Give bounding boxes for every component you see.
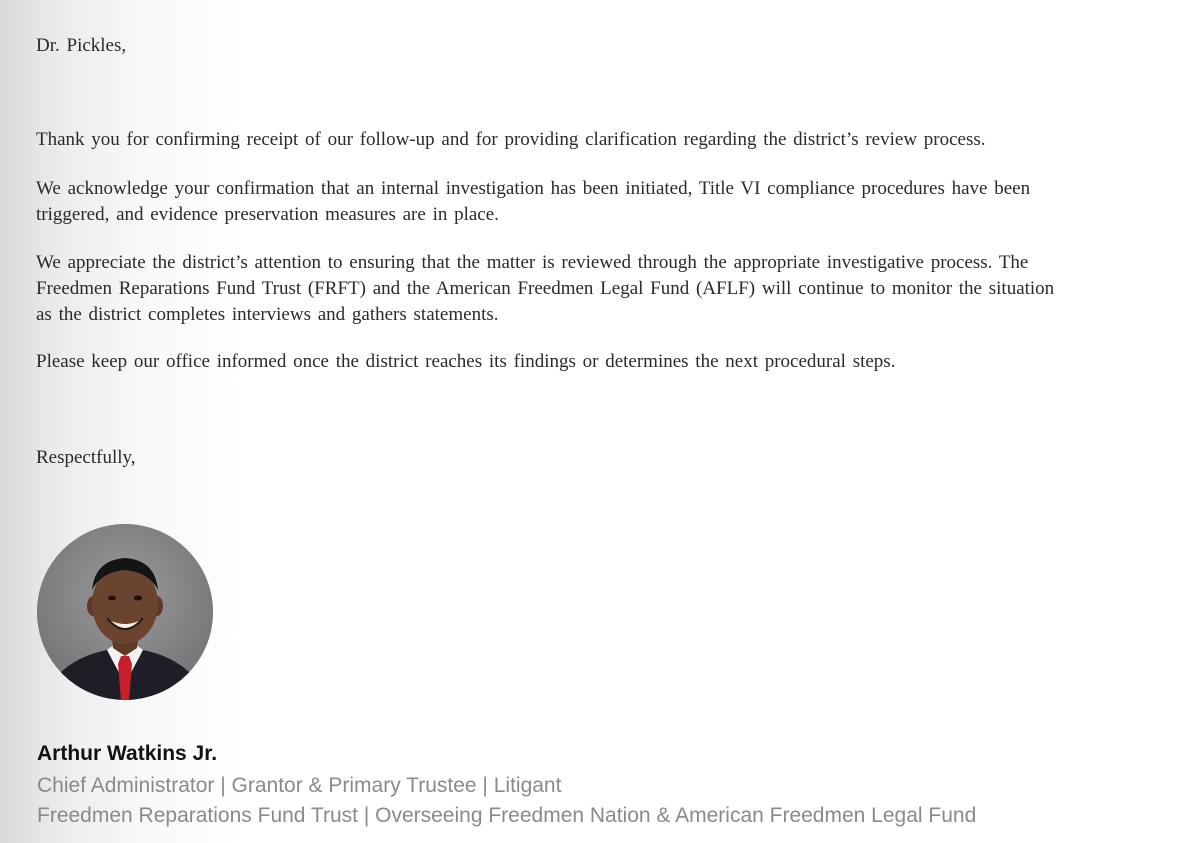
portrait-illustration	[37, 524, 213, 700]
paragraph-acknowledgement	[36, 176, 1030, 228]
signature-title: Chief Administrator | Grantor & Primary Trustee | Litigant	[37, 774, 562, 797]
greeting: Dr. Pickles,	[36, 35, 127, 56]
signature-name: Arthur Watkins Jr.	[37, 742, 218, 765]
paragraph-appreciation	[36, 250, 1054, 328]
paragraph-request	[36, 350, 895, 374]
paragraph-line: Thank you for confirming receipt of our follow-up and for providing clarification regarding the district’s review process.	[36, 129, 986, 150]
closing: Respectfully,	[36, 447, 136, 468]
paragraph-line: Please keep our office informed once the district reaches its findings or determines the next procedural steps.	[36, 351, 896, 372]
paragraph-line: Freedmen Reparations Fund Trust (FRFT) and the American Freedmen Legal Fund (AFLF) will continue to monitor the situation	[36, 278, 1055, 299]
paragraph-line: as the district completes interviews and gathers statements.	[36, 304, 499, 325]
avatar	[37, 524, 213, 700]
signature-organization: Freedmen Reparations Fund Trust | Overseeing Freedmen Nation & American Freedmen Legal Fund	[37, 804, 977, 827]
paragraph-line: triggered, and evidence preservation measures are in place.	[36, 204, 499, 225]
paragraph-line: We appreciate the district’s attention to ensuring that the matter is reviewed through the appropriate investigative process. The	[36, 252, 1029, 273]
paragraph-receipt-thanks	[36, 128, 986, 152]
paragraph-line: We acknowledge your confirmation that an internal investigation has been initiated, Title VI compliance procedures have been	[36, 178, 1031, 199]
